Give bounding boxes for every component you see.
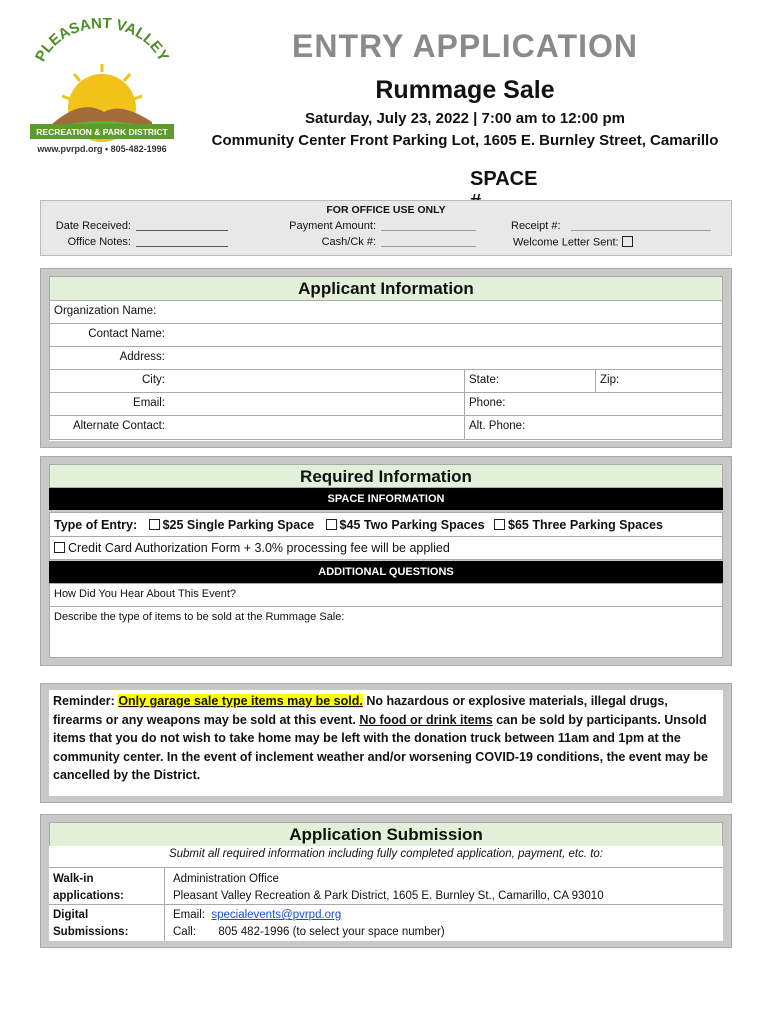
welcome-checkbox[interactable]: [622, 236, 633, 247]
office-notes-label: Office Notes:: [67, 236, 131, 248]
required-section: [40, 456, 732, 666]
submission-section: [40, 814, 732, 948]
applicant-heading: Applicant Information: [49, 276, 723, 302]
reminder-body-1: No hazardous or explosive materials, illegal drugs, firearms or any weapons may be sold at this event.: [53, 694, 668, 727]
single-space-checkbox[interactable]: [149, 519, 160, 530]
page-subtitle: Rummage Sale: [375, 76, 555, 104]
org-name-label: Organization Name:: [54, 305, 157, 317]
walkin-info: Administration Office Pleasant Valley Recreation & Park District, 1605 E. Burnley St., Camarillo, CA 93010: [173, 873, 604, 902]
alt-phone-field[interactable]: [464, 415, 723, 440]
entry-type-row: [49, 512, 723, 537]
office-heading: FOR OFFICE USE ONLY: [326, 204, 446, 216]
page-title: ENTRY APPLICATION: [292, 28, 638, 64]
alt-phone-label: Alt. Phone:: [469, 420, 526, 432]
hear-about-label: How Did You Hear About This Event?: [54, 588, 237, 600]
office-notes-field[interactable]: [136, 235, 228, 247]
office-use-box: [40, 200, 732, 256]
items-description-field[interactable]: [49, 606, 723, 658]
zip-label: Zip:: [600, 374, 620, 386]
alt-contact-label: Alternate Contact:: [49, 415, 169, 440]
email-label: Email:: [49, 392, 169, 416]
date-received-field[interactable]: [136, 219, 228, 231]
receipt-label: Receipt #:: [511, 220, 561, 232]
logo-footer: www.pvrpd.org • 805-482-1996: [37, 144, 167, 154]
payment-amount-field[interactable]: [381, 219, 476, 231]
credit-card-label: Credit Card Authorization Form + 3.0% processing fee will be applied: [68, 541, 450, 555]
address-label: Address:: [49, 346, 169, 370]
reminder-no-food: No food or drink items: [359, 712, 493, 727]
pvrpd-logo: [22, 18, 182, 158]
digital-label: Digital Submissions:: [53, 909, 129, 938]
state-label: State:: [469, 374, 500, 386]
credit-card-row: [49, 536, 723, 560]
city-field[interactable]: [168, 369, 465, 393]
event-date: Saturday, July 23, 2022 | 7:00 am to 12:00 pm: [305, 110, 625, 127]
single-space-label: $25 Single Parking Space: [162, 518, 315, 532]
additional-questions-bar: ADDITIONAL QUESTIONS: [49, 561, 723, 583]
reminder-label: Reminder:: [53, 694, 115, 708]
applicant-section: [40, 268, 732, 448]
entry-type-label: Type of Entry:: [54, 518, 138, 532]
contact-name-field[interactable]: [168, 323, 723, 347]
welcome-label: Welcome Letter Sent:: [513, 236, 619, 249]
credit-card-checkbox[interactable]: [54, 542, 65, 553]
submission-intro: Submit all required information including fully completed application, payment, etc. to:: [168, 848, 604, 860]
cash-ck-label: Cash/Ck #:: [321, 236, 376, 248]
phone-field[interactable]: [464, 392, 723, 416]
logo-banner: RECREATION & PARK DISTRICT: [36, 127, 168, 137]
items-description-label: Describe the type of items to be sold at the Rummage Sale:: [54, 611, 345, 623]
reminder-text: [49, 690, 723, 796]
date-received-label: Date Received:: [55, 220, 131, 232]
city-label: City:: [49, 369, 169, 393]
two-spaces-label: $45 Two Parking Spaces: [339, 518, 485, 532]
email-label-sub: Email:: [173, 909, 205, 921]
reminder-body-2: can be sold by participants. Unsold items that you do not wish to take home may be left with the donation truck between 11am and 1pm at the community center. In the event of inclement weather and/or worsening COVID-19 conditions, the event may be cancelled by the District.: [53, 712, 708, 782]
reminder-highlight: Only garage sale type items may be sold.: [118, 694, 363, 708]
alt-contact-field[interactable]: [168, 415, 465, 440]
space-info-bar: SPACE INFORMATION: [49, 488, 723, 510]
state-field[interactable]: [464, 369, 596, 393]
digital-info: [173, 907, 445, 941]
call-number: 805 482-1996 (to select your space number): [218, 926, 445, 938]
logo-arc-text: PLEASANT VALLEY: [31, 18, 173, 65]
payment-amount-label: Payment Amount:: [289, 220, 376, 232]
email-field[interactable]: [168, 392, 465, 416]
event-location: Community Center Front Parking Lot, 1605 E. Burnley Street, Camarillo: [211, 132, 719, 149]
contact-name-label: Contact Name:: [49, 323, 169, 347]
walkin-label: Walk-in applications:: [53, 873, 124, 902]
cash-ck-field[interactable]: [381, 235, 476, 247]
reminder-box: [40, 683, 732, 803]
three-spaces-label: $65 Three Parking Spaces: [508, 518, 663, 532]
two-spaces-checkbox[interactable]: [326, 519, 337, 530]
address-field[interactable]: [168, 346, 723, 370]
call-label: Call:: [173, 926, 197, 938]
three-spaces-checkbox[interactable]: [494, 519, 505, 530]
required-heading: Required Information: [49, 464, 723, 488]
svg-text:PLEASANT VALLEY: [32, 18, 172, 64]
email-link[interactable]: specialevents@pvrpd.org: [211, 909, 342, 921]
hear-about-field[interactable]: [49, 583, 723, 607]
submission-heading: Application Submission: [49, 822, 723, 848]
zip-field[interactable]: [595, 369, 723, 393]
phone-label: Phone:: [469, 397, 506, 409]
org-name-field[interactable]: [49, 300, 723, 324]
receipt-field[interactable]: [571, 219, 711, 231]
space-number: SPACE: [470, 168, 538, 190]
